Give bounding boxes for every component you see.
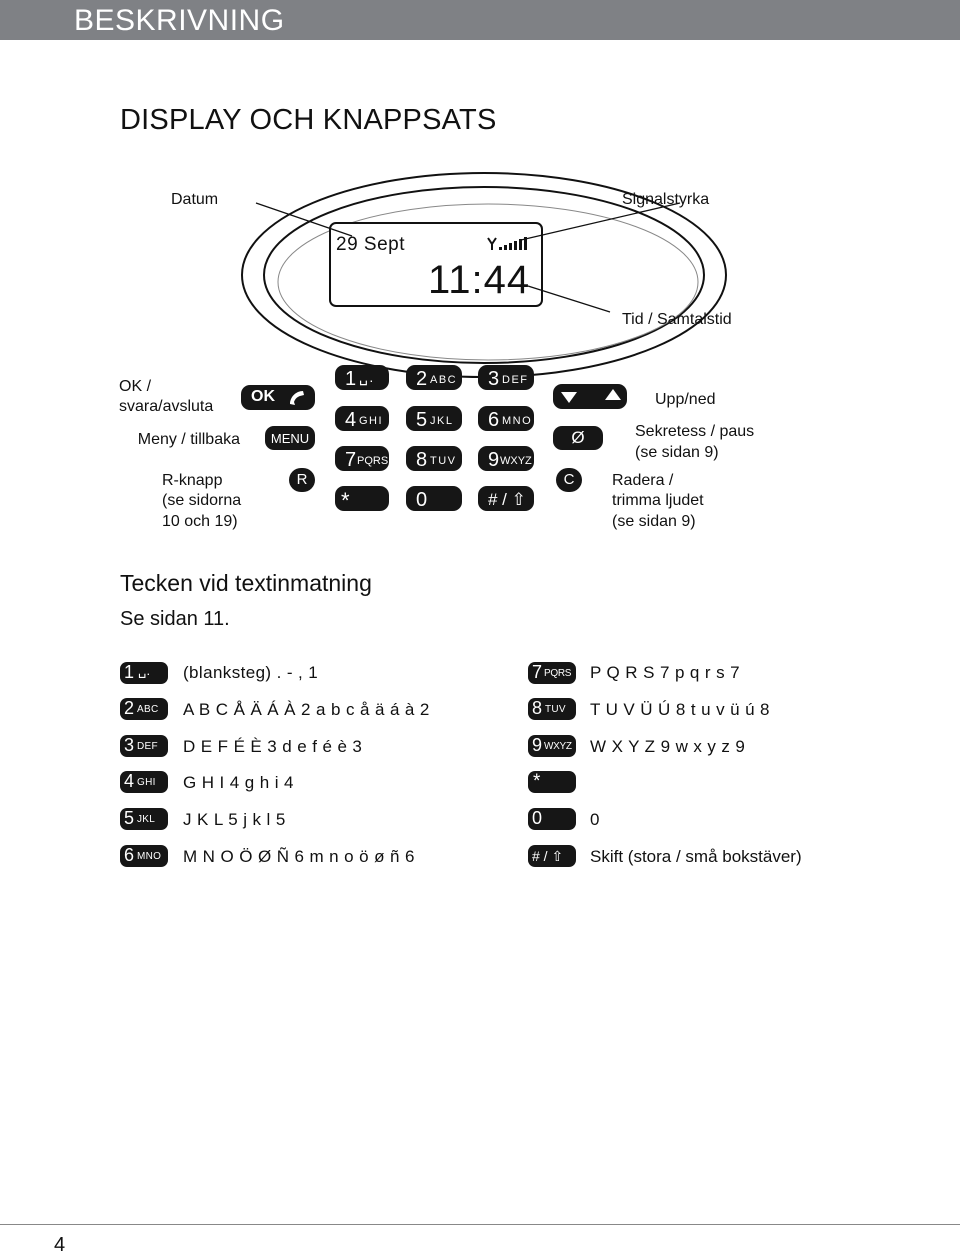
text-key-4 — [120, 771, 168, 793]
text-key-2-digit: 2 — [124, 698, 135, 718]
text-key-star — [528, 771, 576, 793]
menu-key[interactable] — [265, 426, 315, 450]
key-7[interactable] — [335, 446, 389, 471]
text-key-star-label: * — [533, 771, 541, 792]
text-key-8 — [528, 698, 576, 720]
text-key-9-letters: WXYZ — [544, 741, 572, 752]
text-row-1: (blanksteg) . - , 1 — [183, 663, 319, 682]
text-key-1 — [120, 662, 168, 684]
text-row-4: G H I 4 g h i 4 — [183, 773, 294, 792]
r-key[interactable] — [289, 468, 315, 492]
label-menu: Meny / tillbaka — [137, 431, 240, 448]
ok-key[interactable] — [241, 385, 315, 410]
label-clear-1: Radera / — [612, 472, 674, 489]
privacy-key-label: Ø — [571, 428, 585, 447]
text-key-3-digit: 3 — [124, 735, 135, 755]
c-key[interactable] — [556, 468, 582, 492]
key-3-letters: DEF — [502, 374, 529, 386]
text-key-5 — [120, 808, 168, 830]
text-key-9 — [528, 735, 576, 757]
text-row-9: W X Y Z 9 w x y z 9 — [590, 737, 746, 756]
label-clear-2: trimma ljudet — [612, 492, 704, 509]
key-2-digit: 2 — [416, 368, 428, 390]
key-9-digit: 9 — [488, 449, 500, 471]
key-4-digit: 4 — [345, 409, 357, 431]
text-key-3 — [120, 735, 168, 757]
key-8-letters: TUV — [430, 455, 457, 467]
text-row-0: 0 — [590, 810, 600, 829]
label-ok-1: OK / — [119, 378, 152, 395]
key-0-label: 0 — [416, 489, 428, 511]
key-1[interactable] — [335, 365, 389, 390]
label-date: Datum — [171, 191, 219, 208]
menu-key-label: MENU — [270, 431, 310, 446]
screen-time: 11:44 — [428, 258, 531, 302]
text-key-2 — [120, 698, 168, 720]
key-3[interactable] — [478, 365, 534, 390]
text-key-4-letters: GHI — [137, 777, 156, 788]
key-hash[interactable] — [478, 486, 534, 511]
footer-divider — [0, 1224, 960, 1225]
key-2-letters: ABC — [430, 374, 458, 386]
key-5[interactable] — [406, 406, 462, 431]
key-0[interactable] — [406, 486, 462, 511]
text-key-5-letters: JKL — [137, 814, 156, 825]
arrow-up-icon — [605, 389, 621, 401]
privacy-key[interactable] — [553, 426, 603, 450]
section-heading: DISPLAY OCH KNAPPSATS — [120, 104, 497, 136]
key-7-digit: 7 — [345, 449, 357, 471]
label-updown: Upp/ned — [655, 391, 716, 408]
label-r-3: 10 och 19) — [162, 513, 238, 530]
key-4-letters: GHI — [359, 415, 384, 427]
text-key-6-letters: MNO — [137, 851, 162, 862]
text-key-1-digit: 1 — [124, 662, 135, 682]
text-key-8-letters: TUV — [545, 704, 566, 715]
key-star-label: * — [341, 488, 350, 513]
key-6[interactable] — [478, 406, 534, 431]
text-key-4-digit: 4 — [124, 771, 135, 791]
text-row-5: J K L 5 j k l 5 — [183, 810, 286, 829]
key-3-digit: 3 — [488, 368, 500, 390]
key-6-letters: MNO — [502, 415, 533, 427]
text-key-0 — [528, 808, 576, 830]
text-key-7-letters: PQRS — [544, 668, 572, 679]
updown-key[interactable] — [553, 384, 627, 409]
arrow-down-icon — [561, 392, 577, 404]
text-key-7 — [528, 662, 576, 684]
text-key-hash-label: # / ⇧ — [532, 848, 564, 864]
r-key-label: R — [296, 471, 308, 488]
label-r-1: R-knapp — [162, 472, 223, 489]
text-key-0-label: 0 — [532, 808, 543, 828]
key-hash-label: # / ⇧ — [488, 490, 526, 509]
text-entry-subtitle: Se sidan 11. — [120, 608, 230, 630]
text-key-9-digit: 9 — [532, 735, 543, 755]
key-1-digit: 1 — [345, 368, 357, 390]
screen-date: 29 Sept — [336, 234, 405, 255]
c-key-label: C — [563, 471, 575, 488]
key-9-letters: WXYZ — [500, 455, 532, 467]
label-privacy-2: (se sidan 9) — [635, 444, 719, 461]
label-privacy-1: Sekretess / paus — [635, 423, 755, 440]
key-8-digit: 8 — [416, 449, 428, 471]
text-row-7: P Q R S 7 p q r s 7 — [590, 663, 740, 682]
text-row-6: M N O Ö Ø Ñ 6 m n o ö ø ñ 6 — [183, 847, 415, 866]
text-key-2-letters: ABC — [137, 704, 159, 715]
text-row-3: D E F É È 3 d e f é è 3 — [183, 737, 363, 756]
text-row-2: A B C Å Ä Á À 2 a b c å ä á à 2 — [183, 700, 430, 719]
label-r-2: (se sidorna — [162, 492, 242, 509]
key-1-letters: ␣. — [359, 369, 375, 385]
text-key-hash — [528, 845, 576, 867]
key-9[interactable] — [478, 446, 534, 471]
header-title: BESKRIVNING — [74, 4, 285, 37]
pointer-date — [256, 203, 352, 236]
text-key-8-digit: 8 — [532, 698, 543, 718]
ok-key-label: OK — [251, 388, 275, 405]
text-key-7-digit: 7 — [532, 662, 543, 682]
text-row-hash: Skift (stora / små bokstäver) — [590, 847, 802, 866]
key-5-digit: 5 — [416, 409, 428, 431]
label-signal: Signalstyrka — [622, 191, 710, 208]
key-8[interactable] — [406, 446, 462, 471]
page-number: 4 — [54, 1234, 66, 1256]
handset-icon — [287, 389, 307, 407]
label-time: Tid / Samtalstid — [622, 311, 732, 328]
text-key-1-letters: ␣. — [138, 663, 151, 678]
key-star[interactable] — [335, 486, 389, 511]
key-6-digit: 6 — [488, 409, 500, 431]
label-clear-3: (se sidan 9) — [612, 513, 696, 530]
key-2[interactable] — [406, 365, 462, 390]
key-4[interactable] — [335, 406, 389, 431]
text-key-3-letters: DEF — [137, 741, 158, 752]
key-7-letters: PQRS — [357, 455, 389, 467]
label-ok-2: svara/avsluta — [119, 398, 214, 415]
text-key-5-digit: 5 — [124, 808, 135, 828]
text-row-8: T U V Ü Ú 8 t u v ü ú 8 — [590, 700, 770, 719]
text-key-6 — [120, 845, 168, 867]
text-key-6-digit: 6 — [124, 845, 135, 865]
key-5-letters: JKL — [430, 415, 454, 427]
text-entry-title: Tecken vid textinmatning — [120, 570, 372, 596]
